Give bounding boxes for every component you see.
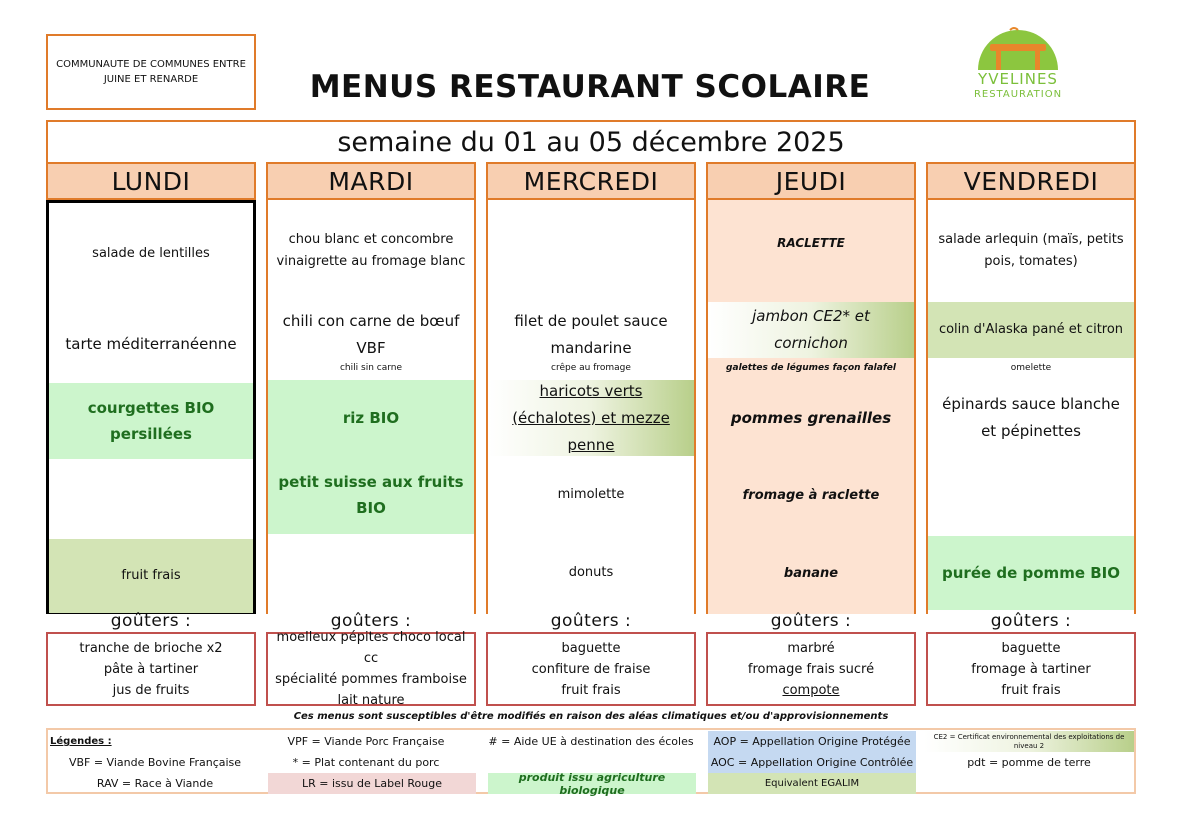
gouter-item: fruit frais	[1001, 682, 1061, 698]
legend-porc: * = Plat contenant du porc	[292, 756, 440, 769]
legend-aide-ue: # = Aide UE à destination des écoles	[488, 735, 694, 748]
jeudi-dairy: fromage à raclette	[742, 487, 880, 503]
gouter-label-mercredi: goûters :	[550, 611, 632, 631]
day-header-vendredi: VENDREDI	[926, 162, 1136, 200]
jeudi-side: pommes grenailles	[730, 408, 892, 427]
menu-column-mardi	[266, 200, 476, 614]
legend-pdt: pdt = pomme de terre	[967, 756, 1091, 769]
lundi-main: tarte méditerranéenne	[65, 334, 237, 353]
menu-column-vendredi	[926, 200, 1136, 614]
gouter-item: baguette	[1001, 640, 1061, 656]
mardi-starter: chou blanc et concombre vinaigrette au fromage blanc	[276, 232, 466, 269]
vendredi-alt: omelette	[1010, 363, 1052, 373]
gouter-label-lundi: goûters :	[110, 611, 192, 631]
gouter-item: marbré	[787, 640, 835, 656]
mercredi-side: haricots verts (échalotes) et mezze penne	[488, 380, 694, 456]
day-header-mercredi: MERCREDI	[486, 162, 696, 200]
organization-box	[46, 34, 256, 110]
mercredi-dairy: mimolette	[557, 487, 625, 502]
legend-label-rouge: LR = issu de Label Rouge	[268, 773, 476, 794]
gouter-box-lundi	[46, 632, 256, 706]
legend-rav: RAV = Race à Viande	[96, 777, 214, 790]
disclaimer-note: Ces menus sont susceptibles d'être modifiés en raison des aléas climatiques et/ou d'approvisionnements	[293, 710, 889, 722]
legend-bio: produit issu agriculture biologique	[488, 773, 696, 794]
jeudi-starter: RACLETTE	[777, 236, 845, 250]
mercredi-main: filet de poulet sauce mandarine crêpe au fromage	[514, 312, 668, 373]
gouter-item: confiture de fraise	[531, 661, 651, 677]
mardi-side: riz BIO	[268, 380, 474, 456]
gouter-item: fruit frais	[561, 682, 621, 698]
logo-emblem-icon	[962, 26, 1074, 72]
menu-column-lundi	[46, 200, 256, 614]
day-header-jeudi: JEUDI	[706, 162, 916, 200]
gouter-label-jeudi: goûters :	[770, 611, 852, 631]
day-header-mardi: MARDI	[266, 162, 476, 200]
gouter-label-mardi: goûters :	[330, 611, 412, 631]
gouter-item: moelleux pépites choco local cc	[276, 630, 466, 666]
jeudi-dessert: banane	[783, 565, 839, 581]
org-line-1: COMMUNAUTE DE COMMUNES ENTRE	[56, 59, 246, 70]
legend-aoc: AOC = Appellation Origine Contrôlée	[708, 752, 916, 773]
gouter-item: compote	[782, 682, 840, 698]
gouter-item: baguette	[561, 640, 621, 656]
week-banner: semaine du 01 au 05 décembre 2025	[46, 120, 1136, 162]
gouter-item: spécialité pommes framboise	[275, 672, 467, 687]
legend-vbf: VBF = Viande Bovine Française	[68, 756, 242, 769]
gouter-item: jus de fruits	[112, 682, 190, 698]
gouter-item: fromage frais sucré	[747, 661, 875, 677]
lundi-dessert: fruit frais	[49, 539, 253, 613]
mercredi-dessert: donuts	[568, 565, 614, 580]
gouter-box-vendredi	[926, 632, 1136, 706]
vendredi-side: épinards sauce blanche et pépinettes	[942, 395, 1120, 440]
legend-ce2: CE2 = Certificat environnemental des exploitations de niveau 2	[924, 731, 1134, 752]
mardi-main: chili con carne de bœuf VBF chili sin carne	[282, 312, 460, 373]
lundi-starter: salade de lentilles	[92, 246, 210, 261]
mardi-dairy: petit suisse aux fruits BIO	[268, 456, 474, 534]
vendredi-starter: salade arlequin (maïs, petits pois, tomates)	[938, 232, 1124, 269]
legend-box	[46, 728, 1136, 797]
jeudi-alt: galettes de légumes façon falafel	[726, 363, 896, 373]
lundi-side: courgettes BIO persillées	[49, 383, 253, 459]
org-line-2: JUINE ET RENARDE	[103, 74, 199, 85]
legend-egalim: Equivalent EGALIM	[708, 773, 916, 794]
gouter-label-vendredi: goûters :	[990, 611, 1072, 631]
gouter-box-mercredi	[486, 632, 696, 706]
menu-column-mercredi	[486, 200, 696, 614]
gouter-item: pâte à tartiner	[103, 661, 199, 677]
vendredi-dessert: purée de pomme BIO	[928, 536, 1134, 610]
yvelines-restauration-logo	[962, 26, 1074, 106]
menu-column-jeudi	[706, 200, 916, 614]
legend-vpf: VPF = Viande Porc Française	[287, 735, 445, 748]
vendredi-main: colin d'Alaska pané et citron	[928, 302, 1134, 358]
legend-aop: AOP = Appellation Origine Protégée	[708, 731, 916, 752]
gouter-item: tranche de brioche x2	[79, 640, 223, 656]
page-title: MENUS RESTAURANT SCOLAIRE	[309, 69, 871, 105]
gouter-box-jeudi	[706, 632, 916, 706]
day-header-lundi: LUNDI	[46, 162, 256, 200]
gouter-box-mardi	[266, 632, 476, 706]
logo-wordmark: YVELINES	[978, 70, 1058, 88]
legend-title: Légendes :	[50, 736, 112, 747]
gouter-item: lait nature	[337, 693, 405, 708]
gouter-item: fromage à tartiner	[971, 661, 1091, 677]
logo-submark: RESTAURATION	[973, 89, 1063, 100]
jeudi-main: jambon CE2* et cornichon	[708, 302, 914, 358]
